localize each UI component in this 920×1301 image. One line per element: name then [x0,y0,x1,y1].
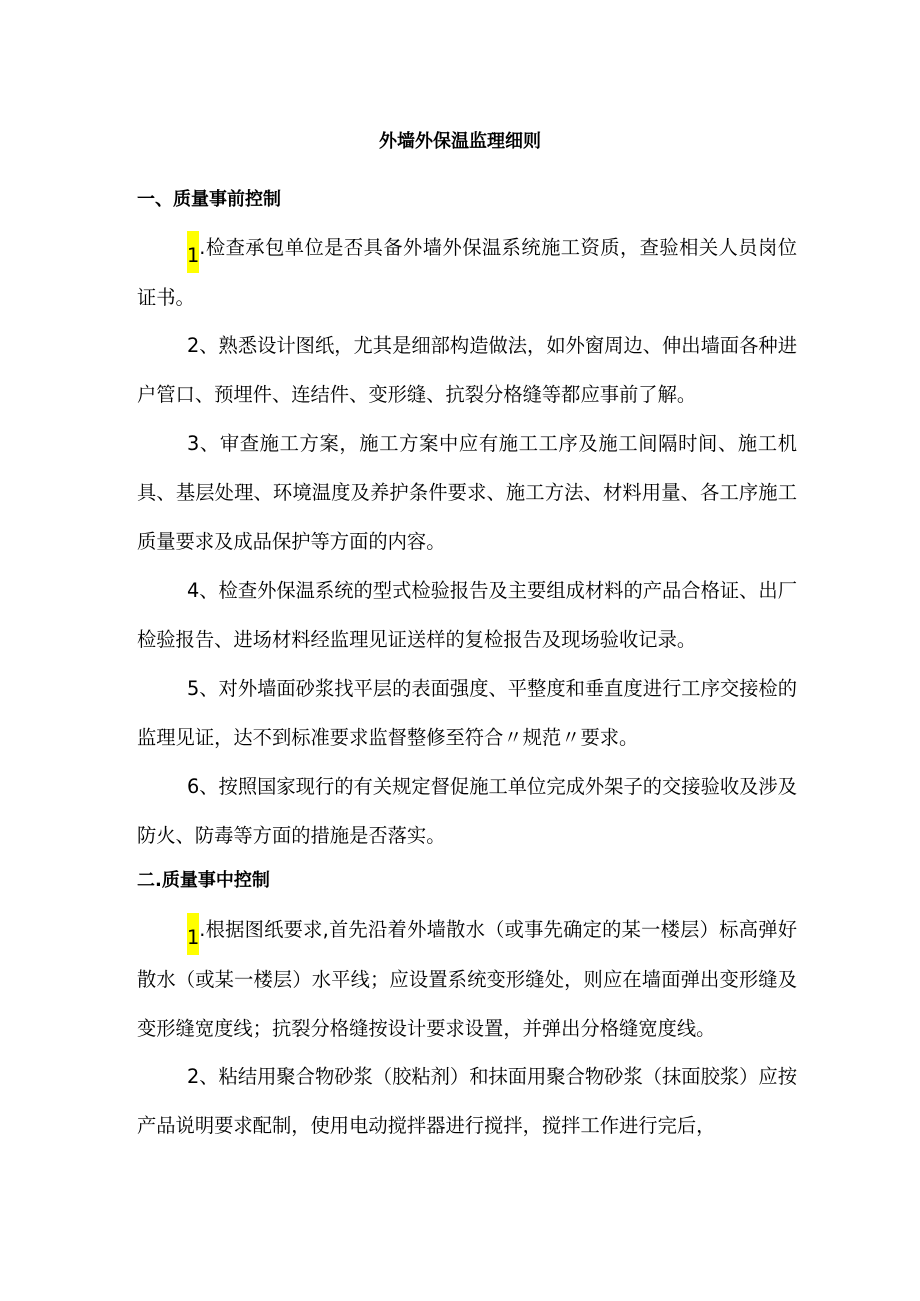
highlighted-marker: 1 [187,913,199,955]
document-title: 外墙外保温监理细则 [379,131,541,152]
paragraph-pre-2: 2、熟悉设计图纸，尤其是细部构造做法，如外窗周边、伸出墙面各种进户管口、预埋件、连结件、变形缝、抗裂分格缝等都应事前了解。 [137,334,797,406]
paragraph-pre-3: 3、审查施工方案，施工方案中应有施工工序及施工间隔时间、施工机具、基层处理、环境温度及养护条件要求、施工方法、材料用量、各工序施工质量要求及成品保护等方面的内容。 [137,432,797,553]
paragraph-pre-6: 6、按照国家现行的有关规定督促施工单位完成外架子的交接验收及涉及防火、防毒等方面的措施是否落实。 [137,775,797,847]
paragraph-in-1 [137,905,797,1053]
highlighted-marker: 1 [187,231,199,273]
section-heading-pre-control: 一、质量事前控制 [137,189,281,210]
paragraph-text: .检查承包单位是否具备外墙外保温系统施工资质，查验相关人员岗位证书。 [137,236,797,309]
paragraph-pre-4: 4、检查外保温系统的型式检验报告及主要组成材料的产品合格证、出厂检验报告、进场材料经监理见证送样的复检报告及现场验收记录。 [137,579,797,651]
paragraph-in-2: 2、粘结用聚合物砂浆（胶粘剂）和抹面用聚合物砂浆（抹面胶浆）应按产品说明要求配制，使用电动搅拌器进行搅拌，搅拌工作进行完后， [137,1065,797,1137]
paragraph-text: .根据图纸要求,首先沿着外墙散水（或事先确定的某一楼层）标高弹好散水（或某一楼层）水平线；应设置系统变形缝处，则应在墙面弹出变形缝及变形缝宽度线；抗裂分格缝按设计要求设置，并弹出分格缝宽度线。 [137,918,797,1040]
section-heading-in-control: 二.质量事中控制 [137,870,270,891]
paragraph-pre-5: 5、对外墙面砂浆找平层的表面强度、平整度和垂直度进行工序交接检的监理见证，达不到标准要求监督整修至符合〃规范〃要求。 [137,677,797,749]
paragraph-pre-1 [137,223,797,322]
